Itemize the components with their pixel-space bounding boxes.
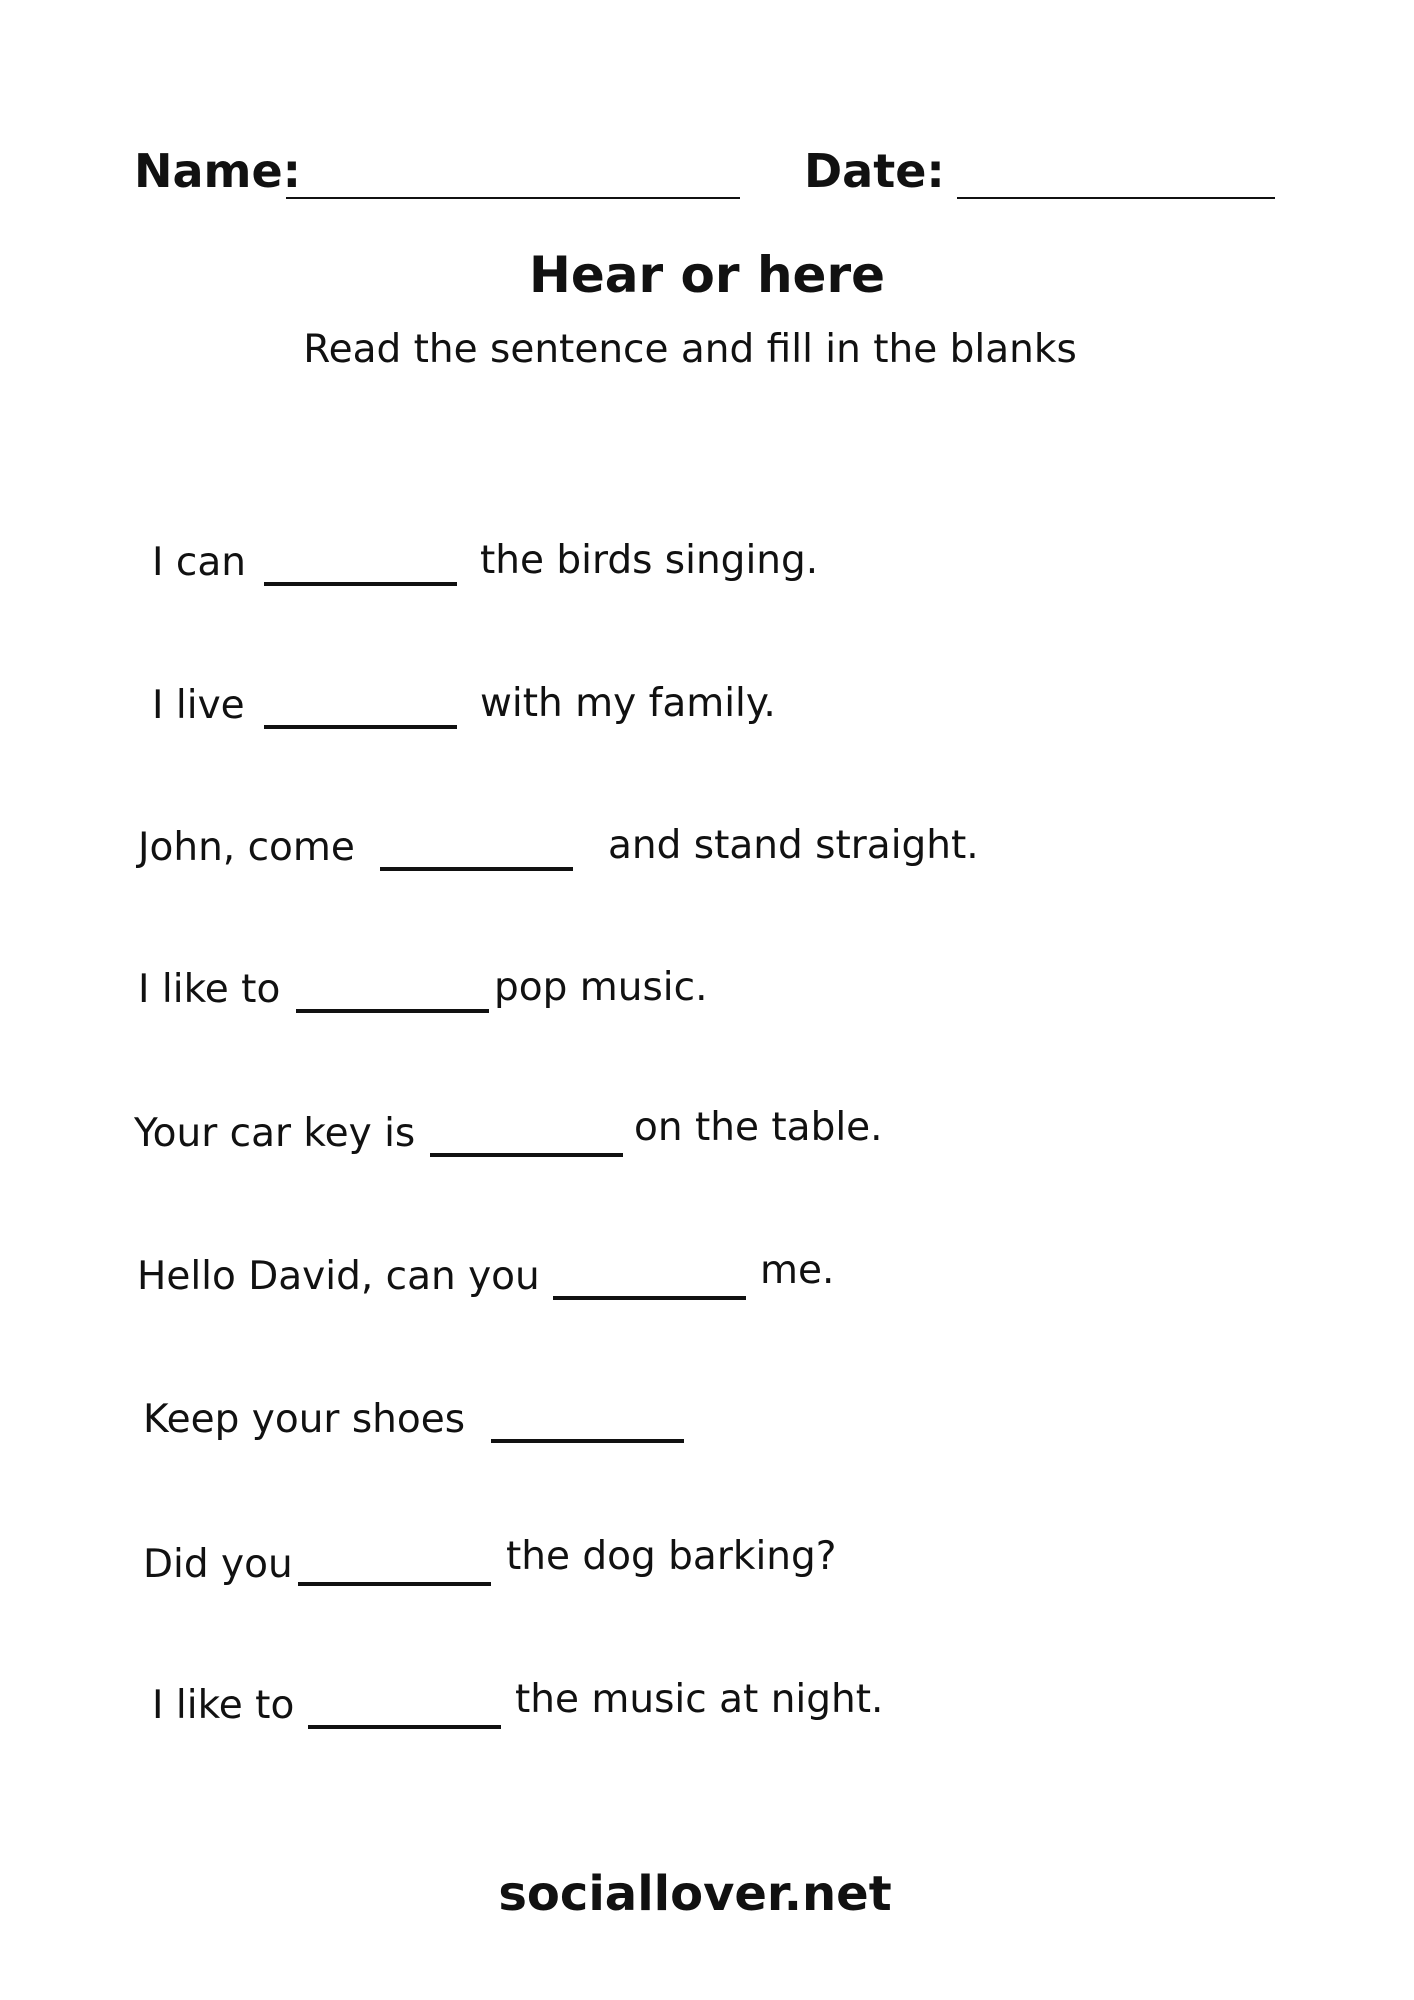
sentence-6-before: Hello David, can you: [137, 1254, 540, 1299]
sentence-6-after: me.: [760, 1248, 835, 1293]
sentence-3: [0, 823, 1414, 886]
sentence-9: [0, 1677, 1414, 1744]
sentence-2-before: I live: [152, 683, 245, 728]
sentence-6-blank[interactable]: [553, 1296, 746, 1300]
sentence-3-before: John, come: [138, 825, 355, 870]
sentence-3-after: and stand straight.: [608, 823, 979, 868]
sentence-7-before: Keep your shoes: [143, 1397, 466, 1442]
sentence-3-blank[interactable]: [380, 867, 573, 871]
sentence-8-blank[interactable]: [298, 1582, 491, 1586]
name-blank-line[interactable]: [286, 197, 740, 199]
sentence-1-blank[interactable]: [264, 582, 457, 586]
sentence-1: [0, 538, 1414, 601]
sentence-1-before: I can: [152, 540, 246, 585]
sentence-5-blank[interactable]: [430, 1153, 623, 1157]
date-blank-line[interactable]: [957, 197, 1275, 199]
sentence-4-blank[interactable]: [296, 1009, 489, 1013]
footer-site-name: sociallover.net: [498, 1866, 892, 1922]
sentence-9-before: I like to: [152, 1683, 295, 1728]
sentence-5-before: Your car key is: [134, 1111, 416, 1156]
sentence-4: [0, 965, 1414, 1028]
sentence-7-blank[interactable]: [491, 1439, 684, 1443]
sentence-2: [0, 681, 1414, 744]
sentence-8-before: Did you: [143, 1542, 293, 1587]
sentence-5-after: on the table.: [634, 1105, 883, 1150]
sentence-9-after: the music at night.: [515, 1677, 884, 1722]
sentence-9-blank[interactable]: [308, 1725, 501, 1729]
name-label: Name:: [134, 144, 302, 198]
sentence-4-before: I like to: [138, 967, 281, 1012]
sentence-5: [0, 1105, 1414, 1172]
sentence-1-after: the birds singing.: [480, 538, 819, 583]
sentence-2-blank[interactable]: [264, 725, 457, 729]
sentence-2-after: with my family.: [480, 681, 776, 726]
sentence-8: [0, 1534, 1414, 1601]
sentence-4-after: pop music.: [494, 965, 708, 1010]
sentence-8-after: the dog barking?: [506, 1534, 837, 1579]
date-label: Date:: [804, 144, 945, 198]
sentence-6: [0, 1248, 1414, 1315]
worksheet-instructions: Read the sentence and fill in the blanks: [303, 327, 1077, 372]
worksheet-title: Hear or here: [528, 246, 886, 304]
sentence-7: [0, 1398, 1414, 1458]
